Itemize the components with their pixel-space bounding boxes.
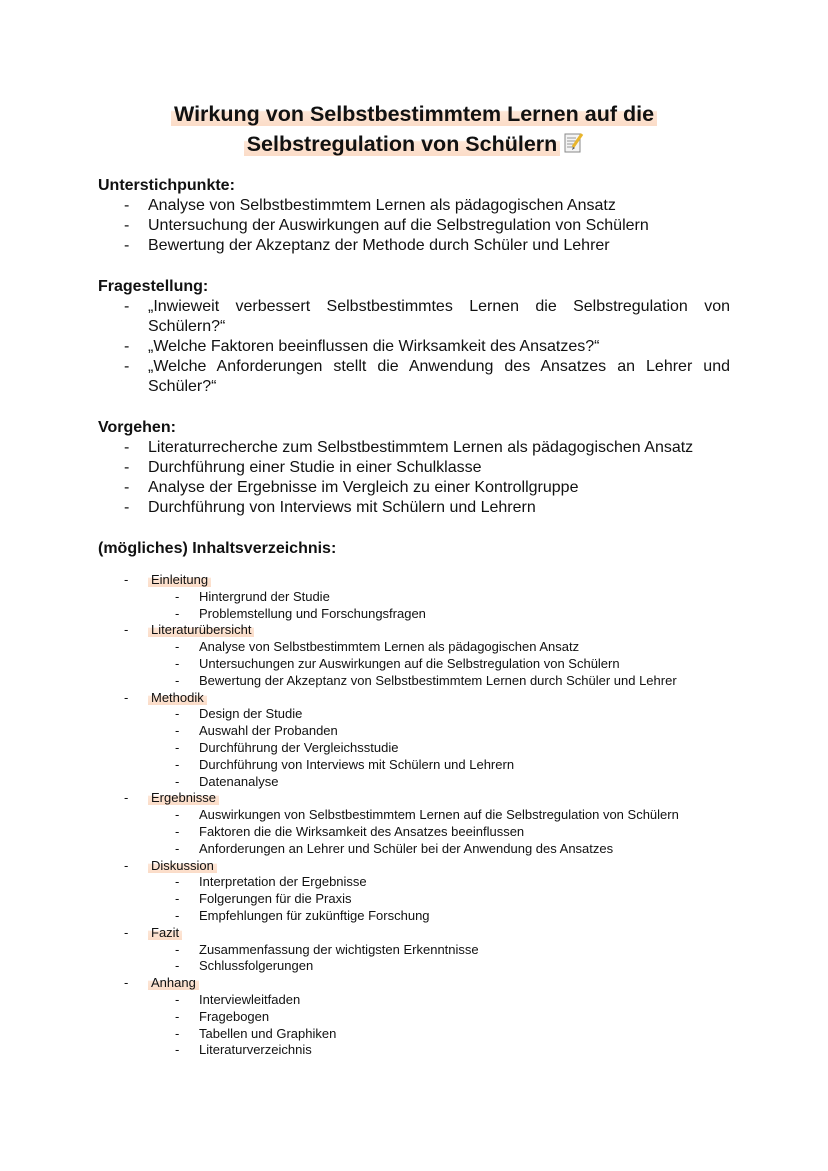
list-item: - „Welche Faktoren beeinflussen die Wirksamkeit des Ansatzes?“ xyxy=(98,337,730,357)
section-heading: Fragestellung: xyxy=(98,278,209,295)
toc-subitem: - Interpretation der Ergebnisse xyxy=(148,874,730,891)
toc-subitem: - Bewertung der Akzeptanz von Selbstbestimmtem Lernen durch Schüler und Lehrer xyxy=(148,673,730,690)
toc-chapter-title: Literaturübersicht xyxy=(148,622,254,637)
toc-subitem: - Auswahl der Probanden xyxy=(148,723,730,740)
section-list xyxy=(98,196,730,256)
toc-subitem: - Problemstellung und Forschungsfragen xyxy=(148,606,730,623)
toc-chapter xyxy=(98,858,730,925)
section-list xyxy=(98,438,730,518)
toc-chapter-title: Einleitung xyxy=(148,572,211,587)
toc-subitem: - Durchführung der Vergleichsstudie xyxy=(148,740,730,757)
toc-chapter xyxy=(98,790,730,857)
toc-subitem: - Folgerungen für die Praxis xyxy=(148,891,730,908)
toc-chapter-title: Fazit xyxy=(148,925,182,940)
toc-subitem: - Untersuchungen zur Auswirkungen auf die Selbstregulation von Schülern xyxy=(148,656,730,673)
toc-subitem: - Tabellen und Graphiken xyxy=(148,1026,730,1043)
list-item: - Analyse von Selbstbestimmtem Lernen als pädagogischen Ansatz xyxy=(98,196,730,216)
list-item: - „Welche Anforderungen stellt die Anwendung des Ansatzes an Lehrer und Schüler?“ xyxy=(98,357,730,397)
toc-subitem: - Literaturverzeichnis xyxy=(148,1042,730,1059)
list-item: - Durchführung von Interviews mit Schülern und Lehrern xyxy=(98,498,730,518)
toc-subitem: - Interviewleitfaden xyxy=(148,992,730,1009)
document-body xyxy=(98,176,730,1059)
section-heading: Vorgehen: xyxy=(98,419,176,436)
title-line-1: Wirkung von Selbstbestimmtem Lernen auf die xyxy=(171,102,657,126)
memo-icon xyxy=(564,132,584,154)
toc-chapter-title: Methodik xyxy=(148,690,207,705)
toc-chapter xyxy=(98,925,730,975)
list-item: - Untersuchung der Auswirkungen auf die Selbstregulation von Schülern xyxy=(98,216,730,236)
table-of-contents xyxy=(98,572,730,1059)
title-line-2: Selbstregulation von Schülern xyxy=(244,132,561,156)
toc-subitem: - Design der Studie xyxy=(148,706,730,723)
toc-subitem: - Anforderungen an Lehrer und Schüler bei der Anwendung des Ansatzes xyxy=(148,841,730,858)
toc-chapter xyxy=(98,572,730,622)
toc-chapter xyxy=(98,690,730,791)
toc-chapter-title: Diskussion xyxy=(148,858,217,873)
section-heading: Unterstichpunkte: xyxy=(98,177,235,194)
toc-chapter xyxy=(98,622,730,689)
toc-subitem: - Schlussfolgerungen xyxy=(148,958,730,975)
toc-chapter xyxy=(98,975,730,1059)
toc-subitem: - Zusammenfassung der wichtigsten Erkenntnisse xyxy=(148,942,730,959)
toc-subitem: - Datenanalyse xyxy=(148,774,730,791)
toc-subitem: - Hintergrund der Studie xyxy=(148,589,730,606)
list-item: - Durchführung einer Studie in einer Schulklasse xyxy=(98,458,730,478)
toc-subitem: - Analyse von Selbstbestimmtem Lernen als pädagogischen Ansatz xyxy=(148,639,730,656)
toc-subitem: - Faktoren die die Wirksamkeit des Ansatzes beeinflussen xyxy=(148,824,730,841)
toc-subitem: - Fragebogen xyxy=(148,1009,730,1026)
page-title xyxy=(0,99,828,159)
list-item: - „Inwieweit verbessert Selbstbestimmtes Lernen die Selbstregulation von Schülern?“ xyxy=(98,297,730,337)
list-item: - Literaturrecherche zum Selbstbestimmtem Lernen als pädagogischen Ansatz xyxy=(98,438,730,458)
section-list xyxy=(98,297,730,397)
toc-heading: (mögliches) Inhaltsverzeichnis: xyxy=(98,540,337,557)
list-item: - Analyse der Ergebnisse im Vergleich zu einer Kontrollgruppe xyxy=(98,478,730,498)
list-item: - Bewertung der Akzeptanz der Methode durch Schüler und Lehrer xyxy=(98,236,730,256)
toc-subitem: - Auswirkungen von Selbstbestimmtem Lernen auf die Selbstregulation von Schülern xyxy=(148,807,730,824)
toc-subitem: - Durchführung von Interviews mit Schülern und Lehrern xyxy=(148,757,730,774)
toc-chapter-title: Anhang xyxy=(148,975,199,990)
toc-subitem: - Empfehlungen für zukünftige Forschung xyxy=(148,908,730,925)
toc-chapter-title: Ergebnisse xyxy=(148,790,219,805)
